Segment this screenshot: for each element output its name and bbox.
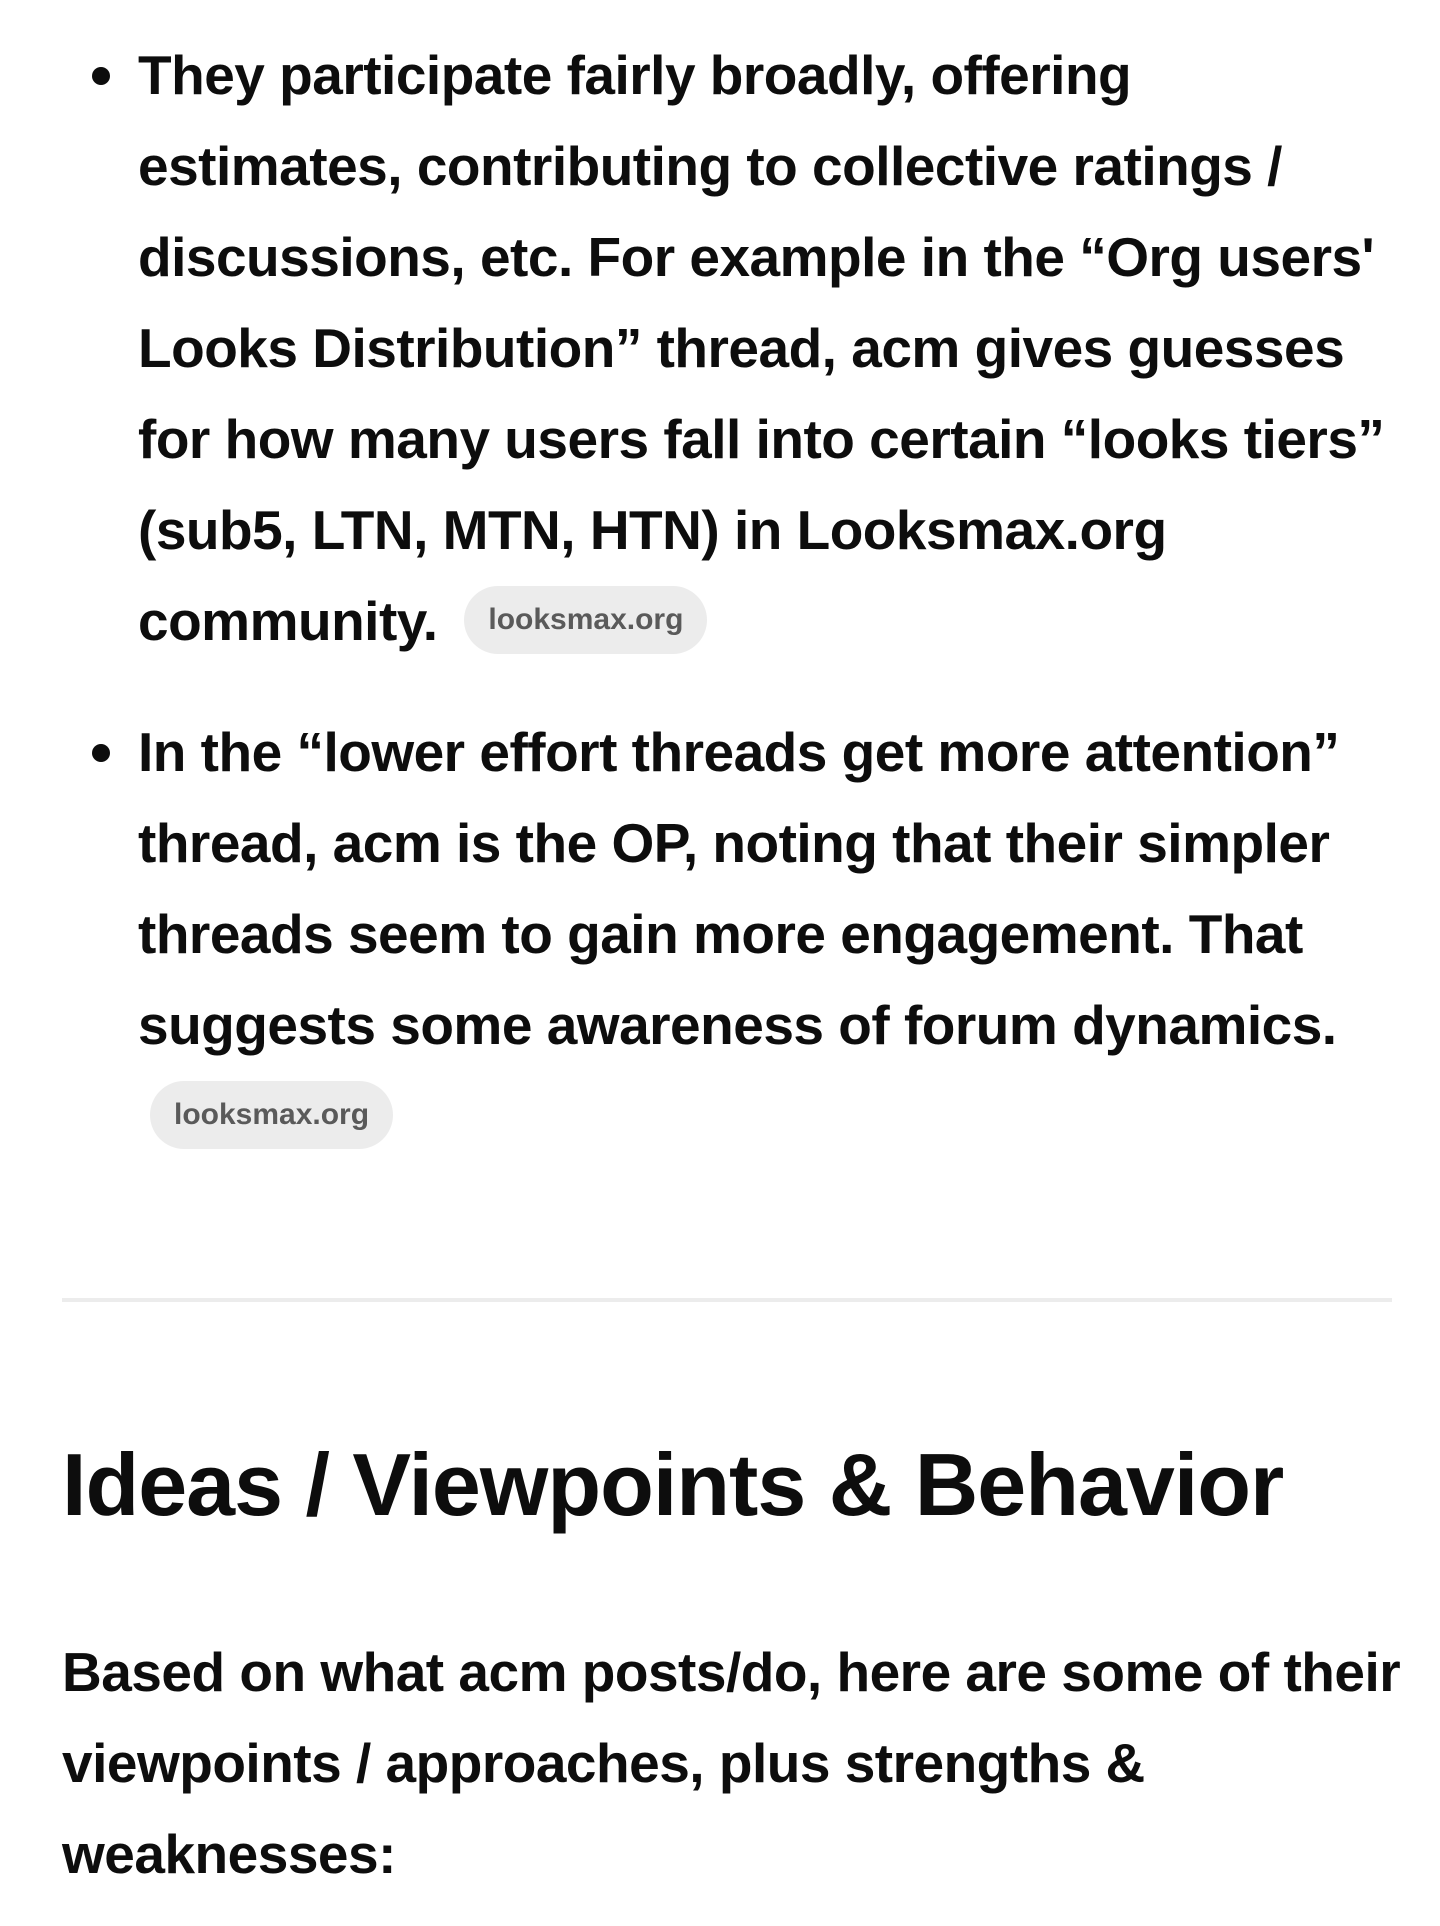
section-divider — [62, 1298, 1392, 1302]
bullet-dot-icon — [92, 744, 110, 762]
message-content — [62, 30, 1392, 1202]
bullet-list — [62, 30, 1392, 1162]
list-item — [62, 30, 1392, 667]
source-citation-chip[interactable]: looksmax.org — [150, 1081, 393, 1149]
bullet-dot-icon — [92, 67, 110, 85]
list-item-text: In the “lower effort threads get more attention” thread, acm is the OP, noting that their simpler threads seem to gain more engagement. That suggests some awareness of forum dynamics. — [138, 721, 1340, 1056]
list-item — [62, 707, 1392, 1162]
list-item-text: They participate fairly broadly, offering estimates, contributing to collective ratings / discussions, etc. For example in the “Org users' Looks Distribution” thread, acm gives guesses for how many users fall into certain “looks tiers” (sub5, LTN, MTN, HTN) in Looksmax.org community. — [138, 44, 1385, 652]
source-citation-chip[interactable]: looksmax.org — [464, 586, 707, 654]
section-intro-text: Based on what acm posts/do, here are some of their viewpoints / approaches, plus strengths & weaknesses: — [62, 1641, 1401, 1885]
section-heading: Ideas / Viewpoints & Behavior — [62, 1435, 1284, 1534]
